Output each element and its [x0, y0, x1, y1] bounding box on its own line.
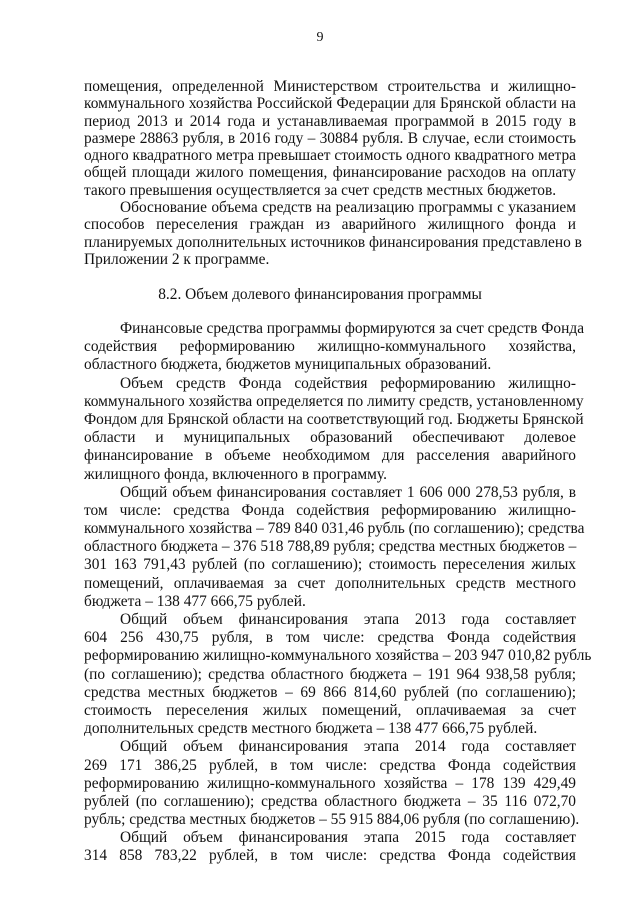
- text-line: период 2013 и 2014 года и устанавливаемая программой в 2015 году в: [84, 112, 576, 130]
- text-line: содействия реформированию жилищно-коммунального хозяйства,: [84, 338, 576, 356]
- text-line: 604 256 430,75 рубля, в том числе: средства Фонда содействия: [84, 629, 576, 647]
- text-line: Приложении 2 к программе.: [84, 250, 270, 268]
- text-line: помещений, оплачиваемая за счет дополнительных средств местного: [84, 574, 576, 592]
- text-line: 301 163 791,43 рублей (по соглашению); стоимость переселения жилых: [84, 556, 576, 574]
- text-line: Обоснование объема средств на реализацию программы с указанием: [120, 199, 576, 217]
- text-line: 269 171 386,25 рублей, в том числе: средства Фонда содействия: [84, 756, 576, 774]
- text-line: Фондом для Брянской области на соответствующий год. Бюджеты Брянской: [84, 410, 584, 428]
- text-line: общей площади жилого помещения, финансирование расходов на оплату: [84, 164, 576, 182]
- text-line: реформированию жилищно-коммунального хозяйства – 178 139 429,49: [84, 774, 576, 792]
- text-line: областного бюджета, бюджетов муниципальных образований.: [84, 356, 492, 374]
- paragraph: [84, 199, 582, 268]
- text-line: бюджета – 138 477 666,75 рублей.: [84, 592, 306, 610]
- text-line: стоимость переселения жилых помещений, оплачиваемая за счет: [84, 701, 576, 719]
- text-line: области и муниципальных образований обеспечивают долевое: [84, 429, 576, 447]
- text-line: коммунального хозяйства определяется по лимиту средств, установленному: [84, 392, 584, 410]
- text-line: помещения, определенной Министерством строительства и жилищно-: [84, 78, 576, 95]
- paragraph: [84, 374, 584, 484]
- paragraph: [84, 483, 585, 611]
- text-line: планируемых дополнительных источников финансирования представлено в: [84, 233, 582, 251]
- text-line: Объем средств Фонда содействия реформированию жилищно-: [120, 374, 576, 392]
- text-line: Финансовые средства программы формируются за счет средств Фонда: [120, 320, 585, 337]
- text-line: (по соглашению); средства областного бюджета – 191 964 938,58 рубля;: [84, 665, 576, 683]
- text-line: коммунального хозяйства – 789 840 031,46 рубль (по соглашению); средства: [84, 520, 585, 538]
- text-line: рубль; средства местных бюджетов – 55 915 884,06 рубля (по соглашению).: [84, 811, 580, 829]
- paragraph: [84, 320, 585, 375]
- text-line: дополнительных средств местного бюджета – 138 477 666,75 рублей.: [84, 720, 538, 738]
- text-line: такого превышения осуществляется за счет средств местных бюджетов.: [84, 181, 557, 199]
- text-line: том числе: средства Фонда содействия реформированию жилищно-: [84, 501, 576, 519]
- paragraph: [84, 829, 576, 865]
- text-line: одного квадратного метра превышает стоимость одного квадратного метра: [84, 147, 576, 165]
- text-line: коммунального хозяйства Российской Федерации для Брянской области на: [84, 95, 576, 113]
- text-line: реформированию жилищно-коммунального хозяйства – 203 947 010,82 рубль: [84, 647, 592, 665]
- text-line: способов переселения граждан из аварийного жилищного фонда и: [84, 216, 576, 234]
- intro-text-block: [84, 78, 582, 268]
- text-line: Общий объем финансирования этапа 2013 года составляет: [120, 611, 576, 628]
- page-number: 9: [316, 30, 324, 45]
- financing-text-block: [84, 320, 592, 866]
- text-line: средства местных бюджетов – 69 866 814,60 рублей (по соглашению);: [84, 683, 576, 701]
- text-line: Общий объем финансирования этапа 2014 года составляет: [120, 738, 576, 756]
- paragraph: [84, 738, 580, 829]
- text-line: Общий объем финансирования составляет 1 606 000 278,53 рубля, в: [120, 483, 576, 501]
- text-line: рублей (по соглашению); средства областного бюджета – 35 116 072,70: [84, 792, 576, 810]
- paragraph: [84, 611, 592, 738]
- text-line: 314 858 783,22 рублей, в том числе: средства Фонда содействия: [84, 847, 576, 865]
- text-line: размере 28863 рубля, в 2016 году – 30884 рубля. В случае, если стоимость: [84, 129, 576, 147]
- paragraph: [84, 78, 576, 199]
- text-line: финансирование в объеме необходимом для расселения аварийного: [84, 447, 576, 465]
- text-line: областного бюджета – 376 518 788,89 рубля; средства местных бюджетов –: [84, 538, 577, 556]
- text-line: жилищного фонда, включенного в программу.: [84, 465, 387, 483]
- section-heading: 8.2. Объем долевого финансирования программы: [158, 286, 482, 303]
- text-line: Общий объем финансирования этапа 2015 года составляет: [120, 829, 576, 847]
